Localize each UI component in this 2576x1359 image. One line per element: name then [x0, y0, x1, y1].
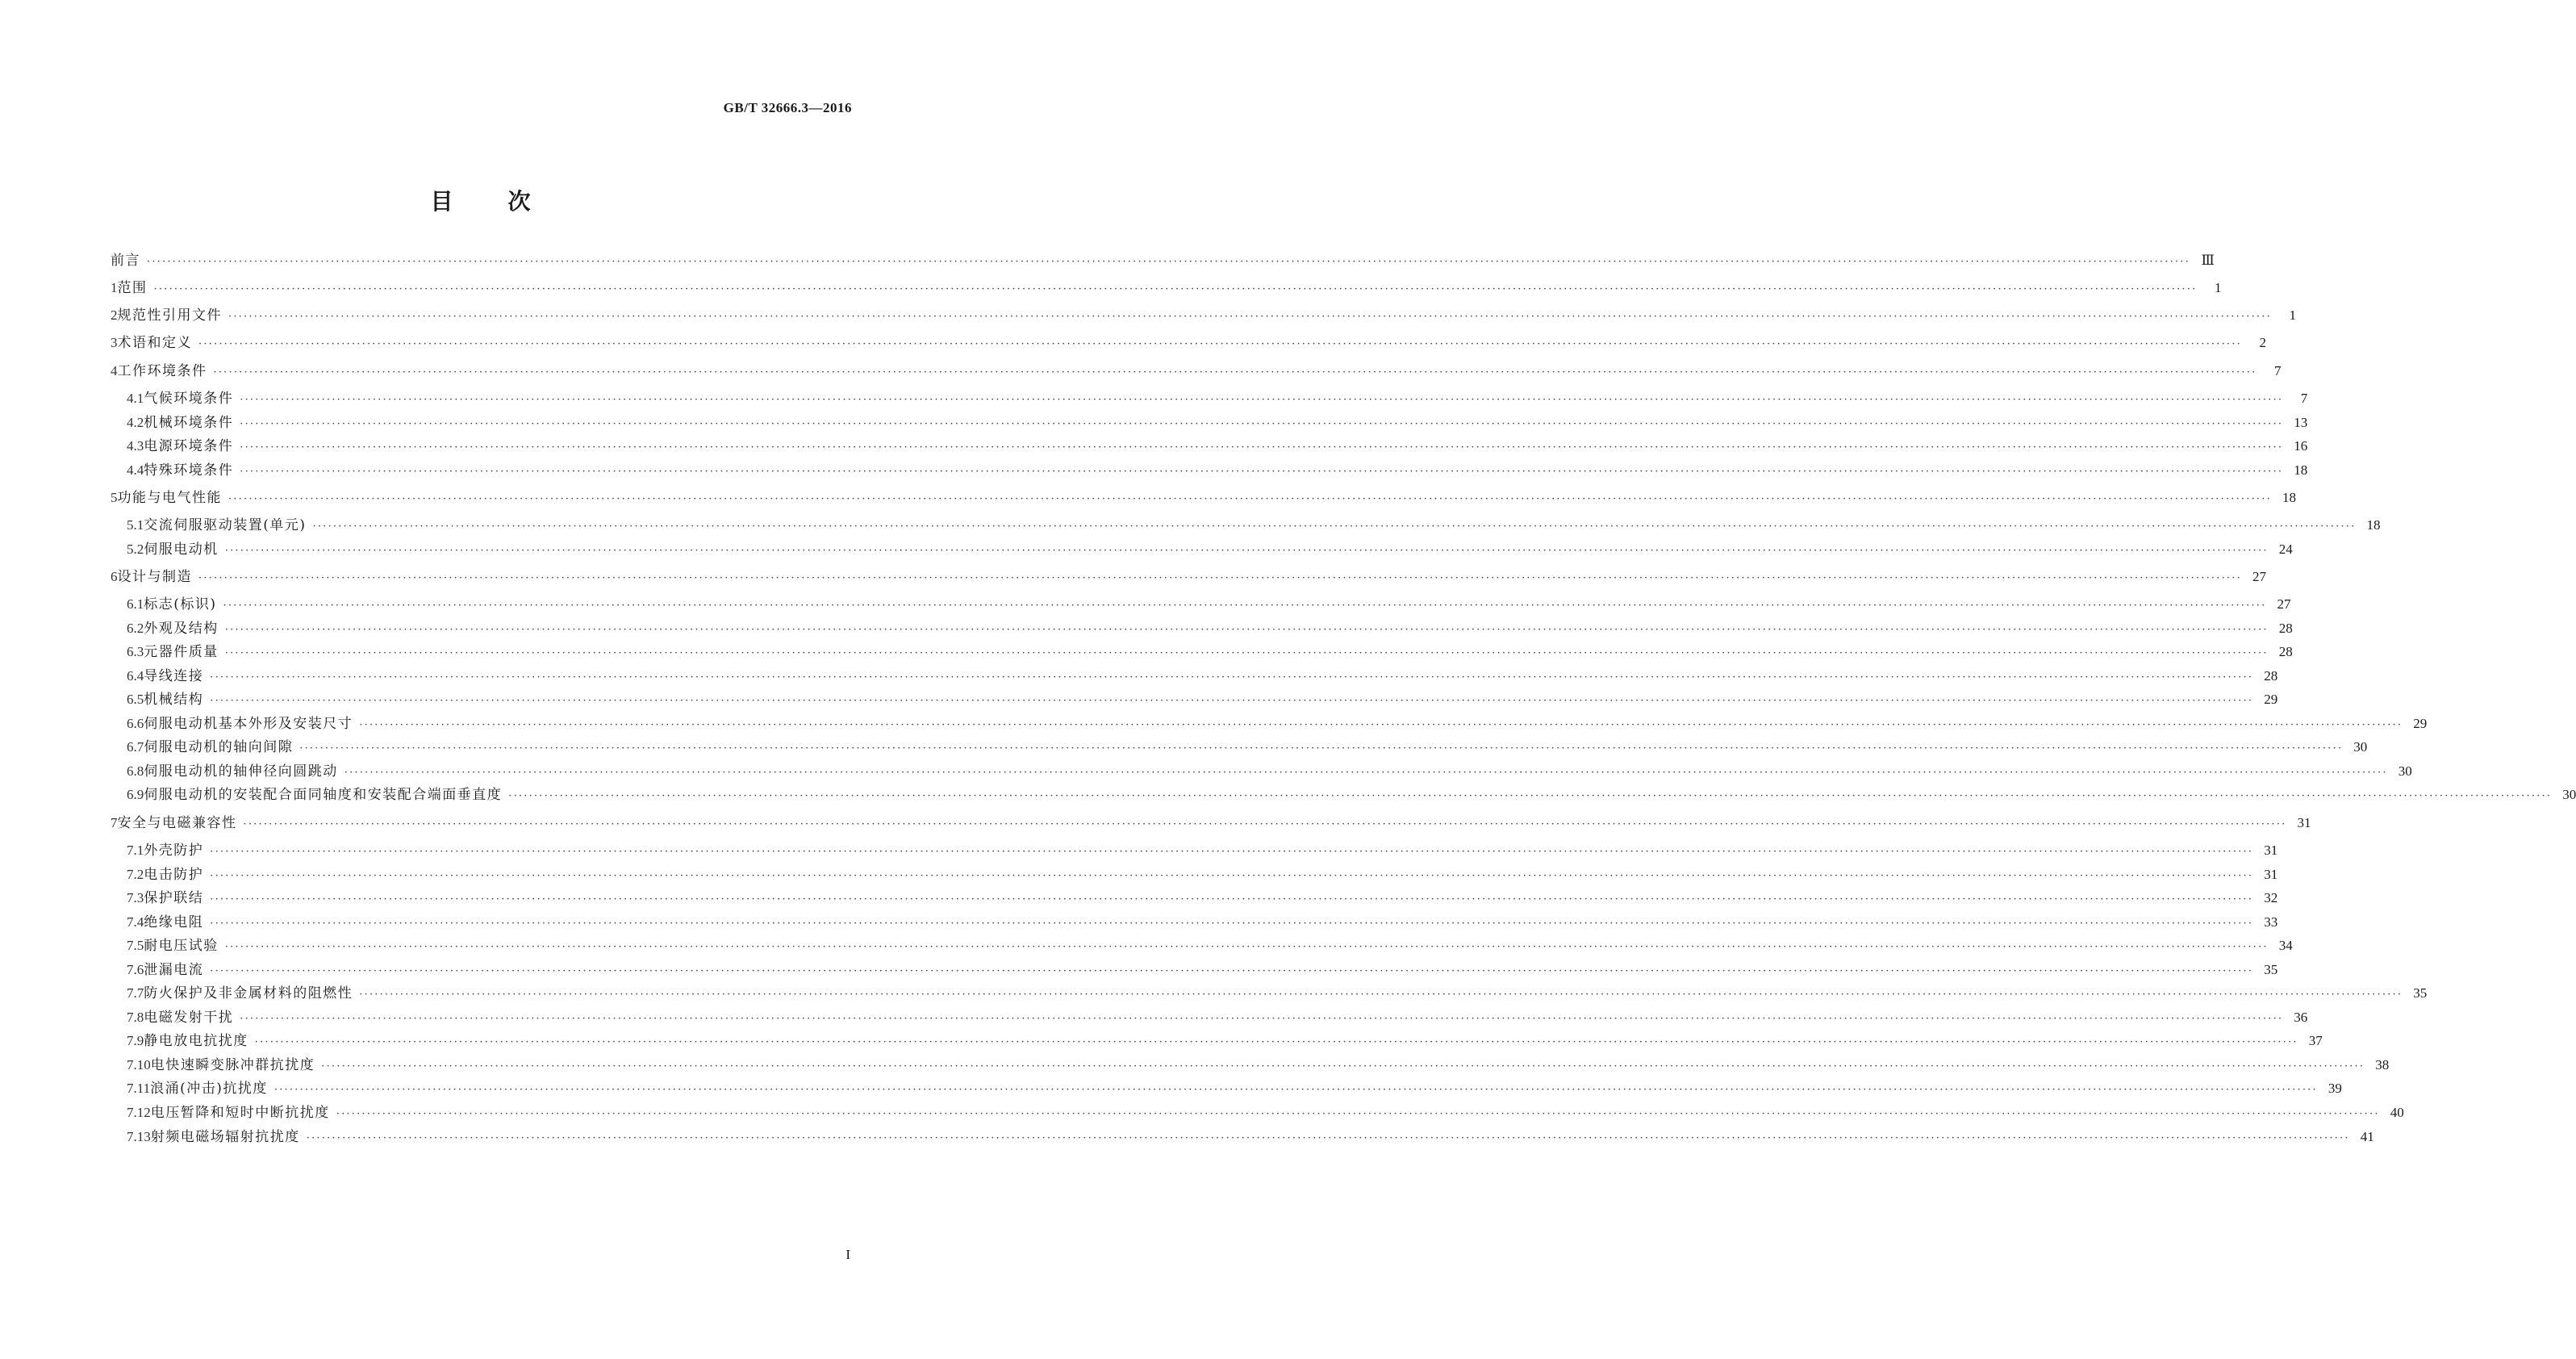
toc-entry-label: 术语和定义	[117, 335, 192, 351]
toc-entry-number: 7.13	[127, 1129, 151, 1144]
toc-entry[interactable]	[111, 1009, 2308, 1028]
toc-entry[interactable]	[111, 489, 2296, 508]
dot-leader: ················································································································································································································································································································································································································	[210, 870, 2254, 882]
toc-entry-label: 防火保护及非金属材料的阻燃性	[144, 985, 353, 1001]
toc-entry-label: 电磁发射干扰	[144, 1010, 234, 1026]
toc-entry-number: 5.1	[127, 517, 144, 533]
dot-leader: ················································································································································································································································································································································································································	[223, 600, 2267, 612]
toc-entry-page: 37	[2308, 1033, 2323, 1048]
toc-entry-number: 4.4	[127, 462, 144, 478]
toc-entry-number: 7.10	[127, 1057, 151, 1073]
toc-entry-label: 前言	[111, 253, 140, 269]
toc-entry-label: 设计与制造	[117, 569, 192, 585]
dot-leader: ················································································································································································································································································································································································································	[321, 1060, 2365, 1073]
dot-leader: ················································································································································································································································································································································································································	[213, 366, 2257, 378]
toc-entry-page: 31	[2264, 843, 2278, 858]
toc-entry-page: 32	[2264, 890, 2278, 905]
table-of-contents	[111, 0, 2576, 1359]
toc-entry[interactable]	[111, 889, 2278, 909]
toc-entry-label: 绝缘电阻	[144, 914, 204, 930]
toc-entry-number: 7.11	[127, 1081, 151, 1096]
toc-entry-page: 30	[2398, 763, 2412, 779]
toc-entry-page: 31	[2264, 867, 2278, 882]
toc-entry-page: 41	[2360, 1129, 2374, 1144]
toc-entry-number: 4	[111, 363, 118, 378]
toc-entry-page: 28	[2264, 668, 2278, 684]
dot-leader: ················································································································································································································································································································································································································	[359, 989, 2403, 1001]
toc-entry-page: 16	[2294, 438, 2308, 454]
toc-entry[interactable]	[111, 937, 2293, 956]
toc-entry-number: 7.12	[127, 1105, 151, 1120]
toc-entry-page: 18	[2294, 462, 2308, 478]
footer-page-number: I	[845, 1247, 850, 1262]
toc-entry-page: 13	[2294, 415, 2308, 430]
toc-entry-label: 伺服电动机的轴向间隙	[144, 739, 294, 755]
toc-entry-page: 24	[2278, 542, 2293, 557]
dot-leader: ················································································································································································································································································································································································································	[243, 818, 2287, 830]
toc-entry-number: 7.2	[127, 867, 144, 882]
toc-entry-label: 伺服电动机的安装配合面同轴度和安装配合端面垂直度	[144, 787, 503, 803]
dot-leader: ················································································································································································································································································································································································································	[198, 338, 2242, 350]
toc-entry-number: 7	[111, 815, 118, 830]
toc-entry-label: 工作环境条件	[117, 363, 207, 379]
toc-entry-page: 2	[2259, 335, 2266, 350]
toc-entry[interactable]	[111, 596, 2291, 615]
toc-entry-page: 30	[2562, 787, 2576, 802]
toc-entry-page: 39	[2328, 1081, 2342, 1096]
dot-leader: ················································································································································································································································································································································································································	[228, 493, 2272, 505]
toc-entry-number: 5	[111, 490, 118, 505]
dot-leader: ················································································································································································································································································································································································································	[210, 965, 2254, 977]
dot-leader: ················································································································································································································································································································································································································	[224, 545, 2269, 557]
dot-leader: ················································································································································································································································································································································································································	[153, 283, 2198, 295]
dot-leader: ················································································································································································································································································································································································································	[240, 418, 2284, 430]
toc-entry-page: Ⅲ	[2201, 253, 2215, 268]
toc-entry-page: 38	[2375, 1057, 2390, 1073]
dot-leader: ················································································································································································································································································································································································································	[198, 572, 2242, 584]
toc-entry[interactable]	[111, 334, 2266, 353]
toc-entry-number: 7.5	[127, 938, 144, 953]
toc-entry-page: 18	[2366, 517, 2381, 533]
dot-leader: ················································································································································································································································································································································································································	[210, 695, 2254, 707]
toc-entry-label: 范围	[117, 280, 148, 296]
toc-entry-number: 7.4	[127, 914, 144, 930]
toc-entry-label: 导线连接	[144, 668, 204, 684]
toc-entry-page: 27	[2252, 569, 2266, 584]
toc-entry-number: 6.5	[127, 692, 144, 707]
toc-entry-label: 交流伺服驱动装置(单元)	[144, 517, 307, 533]
toc-entry[interactable]	[111, 667, 2278, 687]
toc-entry-number: 7.1	[127, 843, 144, 858]
toc-entry[interactable]	[111, 390, 2308, 409]
toc-entry-number: 3	[111, 335, 118, 350]
toc-entry[interactable]	[111, 961, 2278, 981]
toc-entry[interactable]	[111, 691, 2278, 710]
toc-entry[interactable]	[111, 568, 2266, 588]
toc-entry-label: 静电放电抗扰度	[144, 1033, 248, 1049]
toc-entry[interactable]	[111, 462, 2308, 481]
toc-entry-label: 浪涌(冲击)抗扰度	[150, 1081, 268, 1097]
toc-entry[interactable]	[111, 786, 2576, 805]
toc-entry-number: 7.6	[127, 962, 144, 977]
toc-entry[interactable]	[111, 985, 2428, 1004]
toc-entry-label: 伺服电动机的轴伸径向圆跳动	[144, 763, 338, 780]
dot-leader: ················································································································································································································································································································································································································	[312, 521, 2357, 533]
toc-entry-label: 电击防护	[144, 867, 204, 883]
toc-entry[interactable]	[111, 1032, 2323, 1052]
toc-entry-number: 6.1	[127, 596, 144, 612]
toc-entry-number: 7.8	[127, 1010, 144, 1025]
dot-leader: ················································································································································································································································································································································································································	[224, 647, 2269, 659]
toc-entry-label: 标志(标识)	[144, 596, 217, 613]
toc-entry[interactable]	[111, 1056, 2390, 1076]
toc-entry-number: 5.2	[127, 542, 144, 557]
dot-leader: ················································································································································································································································································································································································································	[210, 893, 2254, 905]
dot-leader: ················································································································································································································································································································································································································	[224, 941, 2269, 953]
dot-leader: ················································································································································································································································································································································································································	[147, 256, 2190, 268]
dot-leader: ················································································································································································································································································································································································································	[240, 441, 2284, 454]
toc-entry-label: 电压暂降和短时中断抗扰度	[150, 1105, 330, 1121]
toc-entry-page: 40	[2390, 1105, 2404, 1120]
dot-leader: ················································································································································································································································································································································································································	[359, 719, 2403, 731]
standard-code: GB/T 32666.3—2016	[723, 100, 852, 115]
toc-entry-page: 35	[2264, 962, 2278, 977]
toc-entry-page: 28	[2278, 621, 2293, 636]
toc-entry-page: 1	[2289, 307, 2296, 323]
toc-entry[interactable]	[111, 866, 2278, 885]
toc-entry-page: 7	[2300, 391, 2308, 406]
toc-entry-page: 28	[2278, 644, 2293, 659]
toc-entry[interactable]	[111, 414, 2308, 433]
toc-entry[interactable]	[111, 437, 2308, 457]
toc-entry[interactable]	[111, 307, 2296, 326]
toc-entry-page: 30	[2353, 739, 2368, 755]
dot-leader: ················································································································································································································································································································································································································	[299, 742, 2344, 755]
toc-entry-page: 36	[2294, 1010, 2308, 1025]
toc-entry-page: 33	[2264, 914, 2278, 930]
dot-leader: ················································································································································································································································································································································································································	[240, 466, 2284, 478]
toc-entry-number: 6.9	[127, 787, 144, 802]
toc-entry[interactable]	[111, 252, 2215, 271]
toc-entry-label: 规范性引用文件	[117, 307, 222, 324]
dot-leader: ················································································································································································································································································································································································································	[273, 1084, 2318, 1096]
toc-entry-label: 保护联结	[144, 890, 204, 906]
toc-entry-label: 特殊环境条件	[144, 462, 234, 479]
toc-entry-page: 29	[2413, 716, 2428, 731]
toc-entry-label: 气候环境条件	[144, 391, 234, 407]
dot-leader: ················································································································································································································································································································································································································	[210, 671, 2254, 684]
toc-entry-label: 安全与电磁兼容性	[117, 815, 237, 831]
toc-entry-number: 2	[111, 307, 118, 323]
toc-entry-label: 射频电磁场辐射抗扰度	[150, 1129, 300, 1145]
dot-leader: ················································································································································································································································································································································································································	[508, 790, 2553, 802]
toc-entry-number: 6.3	[127, 644, 144, 659]
toc-entry-label: 泄漏电流	[144, 962, 204, 978]
toc-entry-page: 1	[2214, 280, 2222, 295]
dot-leader: ················································································································································································································································································································································································································	[344, 767, 2388, 779]
toc-entry-label: 伺服电动机	[144, 542, 219, 558]
toc-entry[interactable]	[111, 914, 2278, 933]
toc-entry-label: 外壳防护	[144, 843, 204, 859]
toc-entry-label: 电快速瞬变脉冲群抗扰度	[150, 1057, 315, 1073]
toc-entry-label: 元器件质量	[144, 644, 219, 660]
toc-entry[interactable]	[111, 362, 2282, 382]
toc-entry-number: 6.8	[127, 763, 144, 779]
toc-entry-page: 7	[2273, 363, 2282, 378]
toc-entry-number: 1	[111, 280, 118, 295]
toc-entry-page: 31	[2297, 815, 2311, 830]
toc-entry-label: 功能与电气性能	[117, 490, 222, 506]
toc-entry[interactable]	[111, 738, 2368, 758]
toc-entry-number: 6.2	[127, 621, 144, 636]
toc-entry-label: 外观及结构	[144, 621, 219, 637]
dot-leader: ················································································································································································································································································································································································································	[306, 1132, 2350, 1144]
toc-entry[interactable]	[111, 1080, 2342, 1099]
toc-entry[interactable]	[111, 279, 2222, 299]
toc-entry[interactable]	[111, 842, 2278, 861]
toc-entry-number: 4.3	[127, 438, 144, 454]
toc-entry-number: 4.2	[127, 415, 144, 430]
dot-leader: ················································································································································································································································································································································································································	[210, 846, 2254, 858]
dot-leader: ················································································································································································································································································································································································································	[210, 918, 2254, 930]
toc-entry[interactable]	[111, 643, 2293, 663]
toc-entry-page: 27	[2277, 596, 2291, 612]
dot-leader: ················································································································································································································································································································································································································	[240, 1013, 2284, 1025]
dot-leader: ················································································································································································································································································································································································································	[336, 1108, 2380, 1120]
dot-leader: ················································································································································································································································································································································································································	[228, 311, 2272, 323]
toc-entry-label: 机械结构	[144, 692, 204, 708]
toc-entry-number: 7.9	[127, 1033, 144, 1048]
toc-entry-label: 电源环境条件	[144, 438, 234, 454]
toc-entry-page: 29	[2264, 692, 2278, 707]
toc-entry-page: 18	[2282, 490, 2296, 505]
toc-entry-page: 35	[2413, 985, 2428, 1001]
dot-leader: ················································································································································································································································································································································································································	[240, 394, 2284, 406]
toc-entry-number: 4.1	[127, 391, 144, 406]
toc-entry-page: 34	[2278, 938, 2293, 953]
dot-leader: ················································································································································································································································································································································································································	[254, 1036, 2298, 1048]
toc-entry[interactable]	[111, 516, 2381, 536]
toc-entry[interactable]	[111, 1128, 2374, 1148]
toc-entry[interactable]	[111, 715, 2428, 734]
toc-entry[interactable]	[111, 1104, 2404, 1123]
toc-entry-number: 6.7	[127, 739, 144, 755]
toc-entry-number: 7.3	[127, 890, 144, 905]
dot-leader: ················································································································································································································································································································································································································	[224, 624, 2269, 636]
toc-entry-number: 7.7	[127, 985, 144, 1001]
title-char-2: 次	[507, 188, 531, 215]
toc-entry-label: 伺服电动机基本外形及安装尺寸	[144, 716, 353, 732]
toc-entry-label: 机械环境条件	[144, 415, 234, 431]
title-char-1: 目	[430, 188, 453, 215]
toc-entry-number: 6	[111, 569, 118, 584]
toc-entry[interactable]	[111, 541, 2293, 560]
toc-entry-number: 6.4	[127, 668, 144, 684]
toc-entry-number: 6.6	[127, 716, 144, 731]
toc-entry-label: 耐电压试验	[144, 938, 219, 954]
toc-entry[interactable]	[111, 620, 2293, 639]
toc-entry[interactable]	[111, 814, 2311, 834]
toc-entry[interactable]	[111, 763, 2412, 782]
